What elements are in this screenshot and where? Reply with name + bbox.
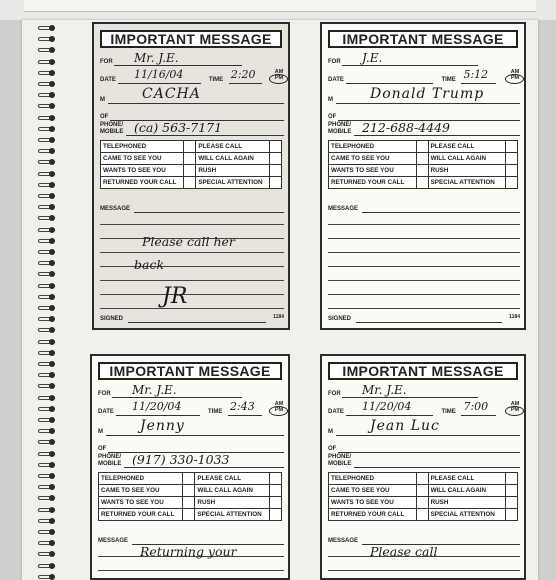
for-label: FOR	[98, 391, 111, 397]
m-line	[108, 103, 284, 104]
time-label: TIME	[208, 409, 223, 415]
option-label-wants-to-see-you: WANTS TO SEE YOU	[329, 497, 417, 509]
spiral-ring-icon	[38, 69, 60, 77]
spiral-ring-icon	[38, 483, 60, 491]
option-label-returned-your-call: RETURNED YOUR CALL	[99, 509, 183, 521]
time-line	[461, 83, 496, 84]
time-line	[228, 415, 262, 416]
grid-row	[329, 165, 518, 177]
message-line	[362, 212, 520, 213]
option-checkbox[interactable]	[183, 509, 195, 521]
spiral-ring-icon	[38, 24, 60, 32]
spiral-ring-icon	[38, 304, 60, 312]
option-label-rush: RUSH	[196, 165, 270, 177]
grid-row	[101, 165, 282, 177]
spiral-ring-icon	[38, 382, 60, 390]
m-value: Jenny	[140, 418, 185, 434]
status-checkbox-grid	[100, 140, 282, 189]
message-ruled-line	[328, 224, 520, 225]
option-checkbox[interactable]	[416, 473, 428, 485]
option-label-will-call-again: WILL CALL AGAIN	[428, 153, 505, 165]
option-label-came-to-see-you: CAME TO SEE YOU	[329, 485, 417, 497]
date-line	[118, 83, 201, 84]
spiral-ring-icon	[38, 405, 60, 413]
m-line	[336, 435, 520, 436]
option-label-special-attention: SPECIAL ATTENTION	[428, 177, 505, 189]
spiral-ring-icon	[38, 248, 60, 256]
message-label: MESSAGE	[328, 206, 359, 212]
option-checkbox[interactable]	[506, 485, 518, 497]
spiral-ring-icon	[38, 349, 60, 357]
option-checkbox[interactable]	[416, 153, 428, 165]
time-value: 5:12	[463, 68, 489, 81]
option-checkbox[interactable]	[184, 177, 196, 189]
for-line	[112, 397, 242, 398]
signed-label: SIGNED	[328, 316, 352, 322]
option-checkbox[interactable]	[416, 165, 428, 177]
status-checkbox-grid	[328, 472, 518, 521]
option-checkbox[interactable]	[270, 153, 282, 165]
pm-circle-mark	[505, 406, 524, 416]
option-label-returned-your-call: RETURNED YOUR CALL	[329, 177, 417, 189]
m-value: CACHA	[142, 86, 201, 102]
spiral-ring-icon	[38, 450, 60, 458]
spiral-ring-icon	[38, 472, 60, 480]
spiral-ring-icon	[38, 125, 60, 133]
grid-row	[329, 509, 518, 521]
grid-row	[99, 473, 282, 485]
pm-circle-mark	[505, 74, 524, 84]
pm-circle-mark	[269, 74, 288, 84]
spiral-ring-icon	[38, 136, 60, 144]
spiral-ring-icon	[38, 192, 60, 200]
option-label-returned-your-call: RETURNED YOUR CALL	[329, 509, 417, 521]
grid-row	[329, 177, 518, 189]
message-ruled-line	[100, 280, 284, 281]
spiral-ring-icon	[38, 91, 60, 99]
signed-label: SIGNED	[100, 316, 124, 322]
spiral-ring-icon	[38, 528, 60, 536]
spiral-ring-icon	[38, 326, 60, 334]
time-value: 2:20	[230, 68, 256, 81]
date-line	[116, 415, 200, 416]
form-code: 1184	[509, 314, 520, 320]
option-checkbox[interactable]	[416, 497, 428, 509]
spiral-ring-icon	[38, 259, 60, 267]
form-code: 1184	[273, 314, 284, 320]
option-label-rush: RUSH	[195, 497, 270, 509]
option-label-will-call-again: WILL CALL AGAIN	[428, 485, 505, 497]
option-label-telephoned: TELEPHONED	[329, 473, 417, 485]
phone-line	[124, 467, 284, 468]
for-label: FOR	[328, 59, 341, 65]
of-line	[338, 452, 520, 453]
option-checkbox[interactable]	[506, 509, 518, 521]
option-checkbox[interactable]	[270, 141, 282, 153]
spiral-ring-icon	[38, 102, 60, 110]
grid-row	[101, 177, 282, 189]
option-label-wants-to-see-you: WANTS TO SEE YOU	[329, 165, 417, 177]
phone-line	[354, 135, 520, 136]
phone-label: PHONE/ MOBILE	[328, 454, 352, 467]
option-label-rush: RUSH	[428, 165, 505, 177]
time-line	[229, 83, 263, 84]
spiral-ring-icon	[38, 506, 60, 514]
pm-circle-mark	[269, 406, 288, 416]
spiral-ring-icon	[38, 203, 60, 211]
date-label: DATE	[100, 77, 116, 83]
option-label-special-attention: SPECIAL ATTENTION	[195, 509, 270, 521]
spiral-ring-icon	[38, 170, 60, 178]
option-label-wants-to-see-you: WANTS TO SEE YOU	[99, 497, 183, 509]
phone-label: PHONE/ MOBILE	[328, 122, 352, 135]
option-label-please-call: PLEASE CALL	[428, 473, 505, 485]
option-label-wants-to-see-you: WANTS TO SEE YOU	[101, 165, 184, 177]
m-label: M	[98, 429, 103, 435]
option-label-came-to-see-you: CAME TO SEE YOU	[329, 153, 417, 165]
message-memo-3	[90, 354, 290, 580]
option-checkbox[interactable]	[416, 141, 428, 153]
date-value: 11/20/04	[132, 400, 182, 413]
grid-row	[329, 485, 518, 497]
of-label: OF	[98, 446, 107, 452]
spiral-ring-icon	[38, 371, 60, 379]
message-ruled-line	[100, 224, 284, 225]
message-ruled-line	[328, 252, 520, 253]
message-ruled-line	[98, 570, 284, 571]
for-label: FOR	[328, 391, 341, 397]
option-checkbox[interactable]	[184, 165, 196, 177]
spiral-ring-icon	[38, 226, 60, 234]
phone-value: 212-688-4449	[362, 120, 450, 135]
message-ruled-line	[100, 266, 284, 267]
date-line	[346, 83, 433, 84]
m-value: Jean Luc	[370, 418, 440, 434]
date-label: DATE	[328, 77, 344, 83]
spiral-ring-icon	[38, 80, 60, 88]
option-checkbox[interactable]	[270, 509, 282, 521]
grid-row	[99, 509, 282, 521]
memo-title: IMPORTANT MESSAGE	[328, 362, 518, 380]
message-ruled-line	[100, 252, 284, 253]
message-handwriting: Please call her	[142, 234, 235, 249]
memo-title: IMPORTANT MESSAGE	[328, 30, 518, 48]
am-label: AM	[274, 401, 284, 407]
spiral-ring-icon	[38, 338, 60, 346]
option-checkbox[interactable]	[506, 473, 518, 485]
spiral-ring-icon	[38, 270, 60, 278]
option-checkbox[interactable]	[270, 165, 282, 177]
option-label-returned-your-call: RETURNED YOUR CALL	[101, 177, 184, 189]
of-label: OF	[100, 114, 109, 120]
message-ruled-line	[328, 238, 520, 239]
spiral-ring-icon	[38, 114, 60, 122]
message-ruled-line	[328, 266, 520, 267]
option-checkbox[interactable]	[416, 509, 428, 521]
spiral-ring-icon	[38, 293, 60, 301]
grid-row	[329, 141, 518, 153]
m-label: M	[100, 97, 105, 103]
option-checkbox[interactable]	[184, 153, 196, 165]
spiral-ring-icon	[38, 550, 60, 558]
message-memo-2	[320, 22, 526, 330]
pm-label: PM	[510, 407, 520, 413]
am-label: AM	[510, 69, 520, 75]
spiral-ring-icon	[38, 427, 60, 435]
option-label-special-attention: SPECIAL ATTENTION	[196, 177, 270, 189]
option-label-will-call-again: WILL CALL AGAIN	[196, 153, 270, 165]
m-value: Donald Trump	[370, 86, 485, 102]
phone-label: PHONE/ MOBILE	[100, 122, 124, 135]
status-checkbox-grid	[328, 140, 518, 189]
message-label: MESSAGE	[98, 538, 129, 544]
m-label: M	[328, 429, 333, 435]
grid-row	[329, 153, 518, 165]
date-value: 11/16/04	[134, 68, 184, 81]
memo-title: IMPORTANT MESSAGE	[100, 30, 282, 48]
message-ruled-line	[328, 280, 520, 281]
message-ruled-line	[328, 570, 520, 571]
option-checkbox[interactable]	[506, 165, 518, 177]
option-checkbox[interactable]	[270, 497, 282, 509]
time-label: TIME	[441, 77, 456, 83]
status-checkbox-grid	[98, 472, 282, 521]
for-line	[114, 65, 242, 66]
spiral-ring-icon	[38, 438, 60, 446]
date-label: DATE	[98, 409, 114, 415]
grid-row	[101, 141, 282, 153]
time-value: 7:00	[463, 400, 489, 413]
signed-line	[356, 322, 502, 323]
message-handwriting: Returning your	[140, 544, 237, 559]
option-label-rush: RUSH	[428, 497, 505, 509]
spiral-ring-icon	[38, 158, 60, 166]
option-checkbox[interactable]	[270, 177, 282, 189]
option-label-telephoned: TELEPHONED	[101, 141, 184, 153]
for-value: J.E.	[362, 51, 383, 65]
spiral-ring-icon	[38, 46, 60, 54]
time-label: TIME	[441, 409, 456, 415]
m-line	[106, 435, 284, 436]
spiral-binding	[38, 20, 60, 580]
option-checkbox[interactable]	[416, 485, 428, 497]
option-checkbox[interactable]	[506, 141, 518, 153]
message-label: MESSAGE	[328, 538, 359, 544]
spiral-ring-icon	[38, 573, 60, 580]
option-checkbox[interactable]	[416, 177, 428, 189]
message-handwriting: Please call	[370, 544, 438, 559]
m-label: M	[328, 97, 333, 103]
of-label: OF	[328, 446, 337, 452]
for-line	[342, 397, 478, 398]
spiral-ring-icon	[38, 494, 60, 502]
phone-line	[354, 467, 520, 468]
date-line	[346, 415, 433, 416]
phone-line	[126, 135, 284, 136]
am-label: AM	[510, 401, 520, 407]
option-label-special-attention: SPECIAL ATTENTION	[428, 509, 505, 521]
spiral-ring-icon	[38, 517, 60, 525]
option-label-came-to-see-you: CAME TO SEE YOU	[101, 153, 184, 165]
time-line	[461, 415, 496, 416]
option-label-telephoned: TELEPHONED	[99, 473, 183, 485]
signature: JR	[162, 284, 188, 309]
grid-row	[99, 497, 282, 509]
time-label: TIME	[208, 77, 224, 83]
previous-page-edge	[0, 0, 556, 20]
grid-row	[329, 497, 518, 509]
spiral-ring-icon	[38, 539, 60, 547]
message-memo-1	[92, 22, 290, 330]
message-handwriting: back	[134, 257, 165, 272]
date-value: 11/20/04	[362, 400, 412, 413]
spiral-ring-icon	[38, 58, 60, 66]
for-value: Mr. J.E.	[134, 51, 179, 65]
spiral-ring-icon	[38, 416, 60, 424]
spiral-ring-icon	[38, 394, 60, 402]
option-checkbox[interactable]	[184, 141, 196, 153]
pm-label: PM	[274, 75, 284, 81]
for-line	[342, 65, 478, 66]
spiral-ring-icon	[38, 360, 60, 368]
option-label-please-call: PLEASE CALL	[428, 141, 505, 153]
memo-title: IMPORTANT MESSAGE	[98, 362, 282, 380]
message-label: MESSAGE	[100, 206, 131, 212]
option-checkbox[interactable]	[506, 177, 518, 189]
pm-label: PM	[274, 407, 284, 413]
option-checkbox[interactable]	[183, 485, 195, 497]
option-checkbox[interactable]	[506, 497, 518, 509]
phone-label: PHONE/ MOBILE	[98, 454, 122, 467]
spiral-ring-icon	[38, 562, 60, 570]
spiral-ring-icon	[38, 147, 60, 155]
grid-row	[99, 485, 282, 497]
spiral-ring-icon	[38, 282, 60, 290]
spiral-ring-icon	[38, 35, 60, 43]
spiral-ring-icon	[38, 181, 60, 189]
option-label-telephoned: TELEPHONED	[329, 141, 417, 153]
option-label-please-call: PLEASE CALL	[195, 473, 270, 485]
option-checkbox[interactable]	[183, 497, 195, 509]
spiral-ring-icon	[38, 214, 60, 222]
option-label-will-call-again: WILL CALL AGAIN	[195, 485, 270, 497]
phone-value: (917) 330-1033	[132, 452, 230, 467]
message-ruled-line	[328, 294, 520, 295]
spiral-ring-icon	[38, 315, 60, 323]
m-line	[336, 103, 520, 104]
message-memo-4	[320, 354, 526, 580]
pm-label: PM	[510, 75, 520, 81]
option-label-please-call: PLEASE CALL	[196, 141, 270, 153]
message-ruled-line	[100, 308, 284, 309]
phone-value: (ca) 563-7171	[134, 120, 223, 135]
grid-row	[101, 153, 282, 165]
option-label-came-to-see-you: CAME TO SEE YOU	[99, 485, 183, 497]
grid-row	[329, 473, 518, 485]
message-ruled-line	[328, 308, 520, 309]
spiral-ring-icon	[38, 237, 60, 245]
message-line	[134, 212, 284, 213]
for-value: Mr. J.E.	[362, 383, 407, 397]
am-label: AM	[274, 69, 284, 75]
option-checkbox[interactable]	[270, 485, 282, 497]
option-checkbox[interactable]	[183, 473, 195, 485]
time-value: 2:43	[230, 400, 255, 413]
signed-line	[128, 322, 266, 323]
message-ruled-line	[100, 294, 284, 295]
option-checkbox[interactable]	[270, 473, 282, 485]
for-value: Mr. J.E.	[132, 383, 177, 397]
option-checkbox[interactable]	[506, 153, 518, 165]
spiral-ring-icon	[38, 461, 60, 469]
for-label: FOR	[100, 59, 113, 65]
date-label: DATE	[328, 409, 344, 415]
of-label: OF	[328, 114, 337, 120]
